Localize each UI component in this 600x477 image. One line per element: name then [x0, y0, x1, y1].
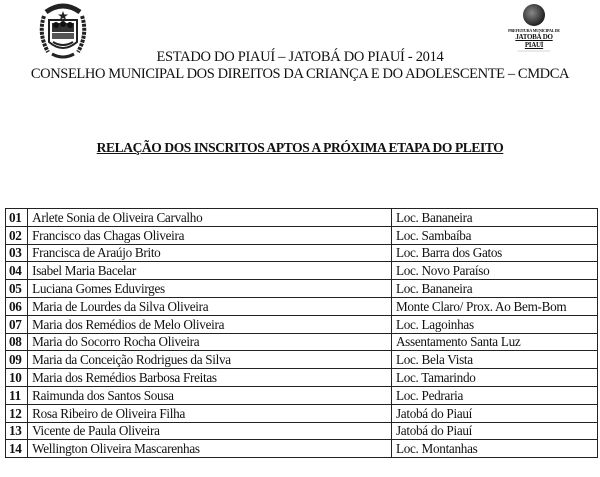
- table-row: [6, 369, 598, 387]
- candidate-name: Maria da Conceição Rodrigues da Silva: [28, 351, 392, 369]
- candidate-name: Maria de Lourdes da Silva Oliveira: [28, 297, 392, 315]
- row-number: 01: [6, 209, 28, 227]
- table-row: [6, 280, 598, 298]
- candidate-location: Loc. Montanhas: [391, 440, 597, 458]
- candidate-location: Loc. Tamarindo: [391, 369, 597, 387]
- table-row: [6, 226, 598, 244]
- candidate-location: Loc. Barra dos Gatos: [391, 244, 597, 262]
- row-number: 04: [6, 262, 28, 280]
- table-row: [6, 333, 598, 351]
- candidate-location: Loc. Novo Paraíso: [391, 262, 597, 280]
- candidate-location: Loc. Bananeira: [391, 209, 597, 227]
- row-number: 14: [6, 440, 28, 458]
- candidate-name: Wellington Oliveira Mascarenhas: [28, 440, 392, 458]
- row-number: 12: [6, 404, 28, 422]
- table-row: [6, 262, 598, 280]
- candidate-location: Loc. Sambaíba: [391, 226, 597, 244]
- candidate-location: Jatobá do Piauí: [391, 404, 597, 422]
- row-number: 09: [6, 351, 28, 369]
- table-row: [6, 422, 598, 440]
- candidate-location: Loc. Pedraria: [391, 386, 597, 404]
- header-state-line: ESTADO DO PIAUÍ – JATOBÁ DO PIAUÍ - 2014: [156, 48, 444, 66]
- row-number: 05: [6, 280, 28, 298]
- row-number: 08: [6, 333, 28, 351]
- row-number: 06: [6, 297, 28, 315]
- table-row: [6, 315, 598, 333]
- table-row: [6, 209, 598, 227]
- candidate-name: Maria dos Remédios Barbosa Freitas: [28, 369, 392, 387]
- logo-caption-top: PREFEITURA MUNICIPAL DE: [508, 28, 560, 33]
- candidate-name: Maria do Socorro Rocha Oliveira: [28, 333, 392, 351]
- candidate-name: Luciana Gomes Eduvirges: [28, 280, 392, 298]
- row-number: 03: [6, 244, 28, 262]
- candidate-location: Jatobá do Piauí: [391, 422, 597, 440]
- table-row: [6, 386, 598, 404]
- candidate-name: Vicente de Paula Oliveira: [28, 422, 392, 440]
- candidate-name: Francisca de Araújo Brito: [28, 244, 392, 262]
- table-row: [6, 404, 598, 422]
- row-number: 07: [6, 315, 28, 333]
- candidates-table: [5, 208, 598, 458]
- candidate-name: Maria dos Remédios de Melo Oliveira: [28, 315, 392, 333]
- logo-caption-bottom: ~~~~~~~~~~~~~~~~~~~~: [517, 49, 551, 53]
- candidate-name: Raimunda dos Santos Sousa: [28, 386, 392, 404]
- candidate-location: Loc. Bela Vista: [391, 351, 597, 369]
- table-row: [6, 244, 598, 262]
- candidate-location: Monte Claro/ Prox. Ao Bem-Bom: [391, 297, 597, 315]
- candidate-location: Loc. Lagoinhas: [391, 315, 597, 333]
- candidate-location: Assentamento Santa Luz: [391, 333, 597, 351]
- candidate-name: Rosa Ribeiro de Oliveira Filha: [28, 404, 392, 422]
- globe-tree-icon: [523, 4, 545, 26]
- candidate-name: Isabel Maria Bacelar: [28, 262, 392, 280]
- document-title: RELAÇÃO DOS INSCRITOS APTOS A PRÓXIMA ETAPA DO PLEITO: [96, 140, 504, 155]
- row-number: 13: [6, 422, 28, 440]
- row-number: 02: [6, 226, 28, 244]
- candidate-name: Arlete Sonia de Oliveira Carvalho: [28, 209, 392, 227]
- logo-caption-main: JATOBÁ DO PIAUÍ: [515, 33, 553, 49]
- table-row: [6, 440, 598, 458]
- row-number: 10: [6, 369, 28, 387]
- candidate-name: Francisco das Chagas Oliveira: [28, 226, 392, 244]
- table-row: [6, 351, 598, 369]
- table-row: [6, 297, 598, 315]
- candidate-location: Loc. Bananeira: [391, 280, 597, 298]
- header-council-line: CONSELHO MUNICIPAL DOS DIREITOS DA CRIANÇA E DO ADOLESCENTE – CMDCA: [30, 65, 570, 83]
- row-number: 11: [6, 386, 28, 404]
